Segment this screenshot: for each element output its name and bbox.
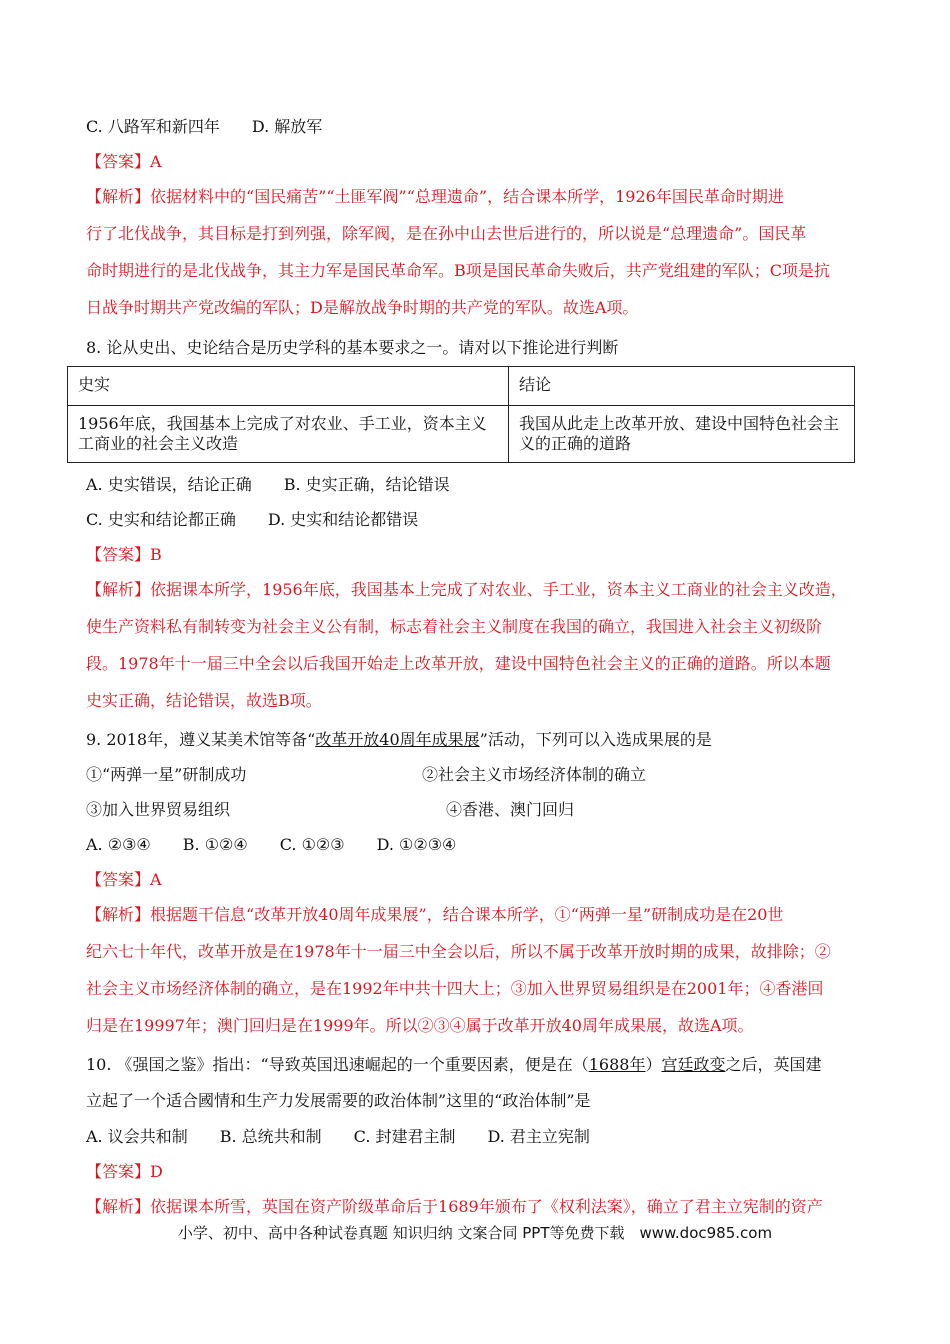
q8-options-ab: A. 史实错误，结论正确 B. 史实正确，结论错误 — [86, 475, 450, 494]
table-row — [68, 406, 855, 463]
q7-analysis-line-2: 行了北伐战争，其目标是打到列强，除军阀，是在孙中山去世后进行的，所以说是“总理遗命”。国民革 — [86, 224, 807, 243]
q9-item-1: ①“两弹一星”研制成功 — [86, 765, 247, 784]
q7-analysis-line-3: 命时期进行的是北伐战争，其主力军是国民革命军。B项是国民革命失败后，共产党组建的军队；C项是抗 — [86, 261, 831, 280]
q8-table — [67, 366, 855, 463]
q10-stem-line-2: 立起了一个适合國情和生产力发展需要的政治体制”这里的“政治体制”是 — [86, 1091, 591, 1110]
q7-analysis-line-4: 日战争时期共产党改编的军队；D是解放战争时期的共产党的军队。故选A项。 — [86, 298, 639, 317]
q7-options-cd: C. 八路军和新四年 D. 解放军 — [86, 117, 323, 136]
answer-value: A — [150, 870, 162, 889]
table-cell-conclusion: 我国从此走上改革开放、建设中国特色社会主义的正确的道路 — [509, 406, 855, 463]
answer-value: A — [150, 152, 162, 171]
answer-value: B — [150, 545, 162, 564]
q8-answer — [86, 544, 162, 566]
q9-analysis-line-3: 社会主义市场经济体制的确立，是在1992年中共十四大上；③加入世界贸易组织是在2001年；④香港回 — [86, 979, 824, 998]
q8-analysis-line-3: 段。1978年十一届三中全会以后我国开始走上改革开放，建设中国特色社会主义的正确的道路。所以本题 — [86, 654, 831, 673]
q10-answer — [86, 1161, 163, 1183]
table-header-fact: 史实 — [68, 367, 509, 406]
answer-tag: 【答案】 — [86, 870, 151, 889]
q8-analysis-line-1: 【解析】依据课本所学，1956年底，我国基本上完成了对农业、手工业，资本主义工商业的社会主义改造， — [86, 580, 847, 599]
q9-answer — [86, 869, 162, 891]
table-header-row — [68, 367, 855, 406]
page-footer: 小学、初中、高中各种试卷真题 知识归纳 文案合同 PPT等免费下载 www.doc985.com — [177, 1224, 773, 1242]
analysis-tag: 【解析】 — [86, 187, 151, 206]
q9-item-2: ②社会主义市场经济体制的确立 — [422, 765, 647, 784]
q7-analysis-line-1: 【解析】依据材料中的“国民痛苦”“土匪军阀”“总理遗命”，结合课本所学，1926年国民革命时期进 — [86, 187, 784, 206]
analysis-tag: 【解析】 — [86, 905, 151, 924]
answer-tag: 【答案】 — [86, 545, 151, 564]
analysis-tag: 【解析】 — [86, 580, 151, 599]
table-header-conclusion: 结论 — [509, 367, 855, 406]
analysis-tag: 【解析】 — [86, 1197, 151, 1216]
q8-stem: 8. 论从史出、史论结合是历史学科的基本要求之一。请对以下推论进行判断 — [86, 338, 619, 357]
q10-underline-year: 1688年 — [588, 1055, 646, 1074]
q10-options: A. 议会共和制 B. 总统共和制 C. 封建君主制 D. 君主立宪制 — [86, 1127, 590, 1146]
q10-underline-event: 宫廷政变 — [661, 1055, 726, 1074]
q9-options: A. ②③④ B. ①②④ C. ①②③ D. ①②③④ — [86, 835, 457, 854]
q10-analysis-line-1: 【解析】依据课本所雪，英国在资产阶级革命后于1689年颁布了《权利法案》，确立了君主立宪制的资产 — [86, 1197, 823, 1216]
q9-item-4: ④香港、澳门回归 — [446, 800, 575, 819]
q7-answer — [86, 151, 162, 173]
q10-stem-line-1: 10. 《强国之鉴》指出：“导致英国迅速崛起的一个重要因素，便是在（1688年）宫廷政变之后，英国建 — [86, 1055, 822, 1074]
answer-tag: 【答案】 — [86, 1162, 151, 1181]
q9-analysis-line-2: 纪六七十年代，改革开放是在1978年十一届三中全会以后，所以不属于改革开放时期的成果，故排除；② — [86, 942, 831, 961]
answer-value: D — [150, 1162, 163, 1181]
q9-item-3: ③加入世界贸易组织 — [86, 800, 231, 819]
q9-underlined-title: 改革开放40周年成果展 — [315, 730, 480, 749]
q9-stem: 9. 2018年，遵义某美术馆等备“改革开放40周年成果展”活动，下列可以入选成果展的是 — [86, 730, 712, 749]
q8-analysis-line-4: 史实正确，结论错误，故选B项。 — [86, 691, 322, 710]
q9-analysis-line-4: 归是在19997年；澳门回归是在1999年。所以②③④属于改革开放40周年成果展，故选A项。 — [86, 1016, 754, 1035]
q9-analysis-line-1: 【解析】根据题干信息“改革开放40周年成果展”，结合课本所学，①“两弹一星”研制成功是在20世 — [86, 905, 784, 924]
table-cell-fact: 1956年底，我国基本上完成了对农业、手工业，资本主义工商业的社会主义改造 — [68, 406, 509, 463]
q8-analysis-line-2: 使生产资料私有制转变为社会主义公有制，标志着社会主义制度在我国的确立，我国进入社会主义初级阶 — [86, 617, 823, 636]
answer-tag: 【答案】 — [86, 152, 151, 171]
q8-options-cd: C. 史实和结论都正确 D. 史实和结论都错误 — [86, 510, 419, 529]
